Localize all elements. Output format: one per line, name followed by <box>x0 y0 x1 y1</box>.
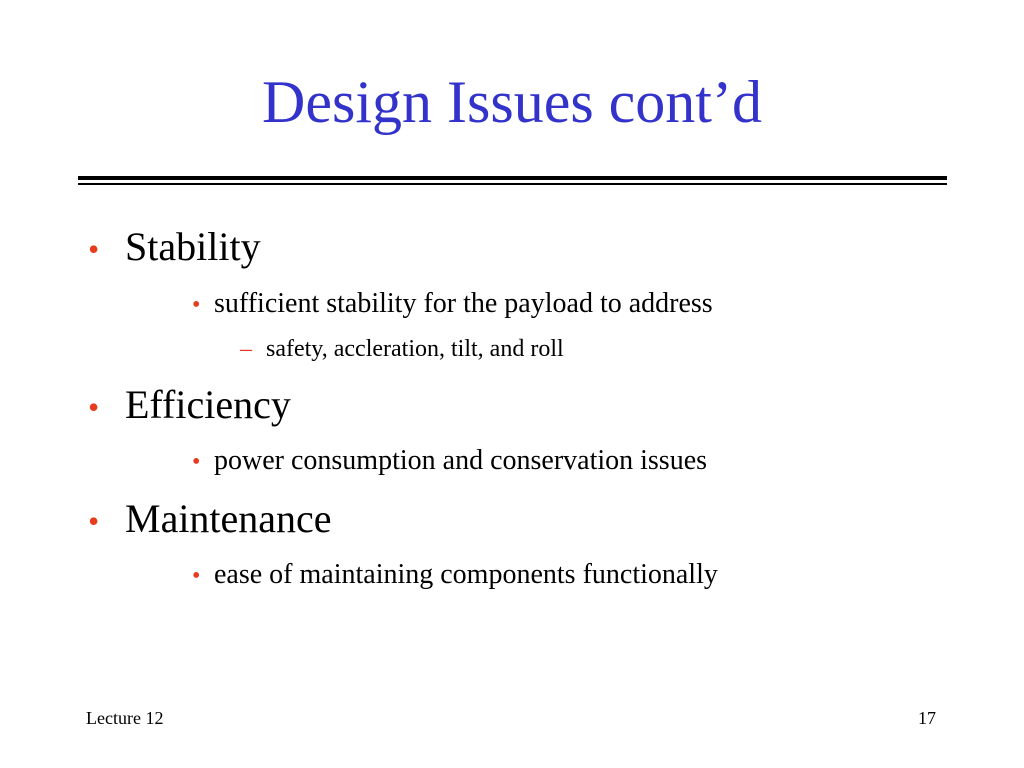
sub-bullet-stability-1 <box>192 286 713 323</box>
bullet-text: Stability <box>125 224 261 269</box>
bullet-efficiency <box>88 380 291 432</box>
bullet-icon: • <box>192 292 201 318</box>
sub-bullet-efficiency-1 <box>192 443 707 480</box>
slide-title: Design Issues cont’d <box>262 69 762 135</box>
bullet-icon: • <box>88 231 100 267</box>
dash-icon: – <box>240 336 252 362</box>
bullet-text: Maintenance <box>125 496 332 541</box>
sub-bullet-text: ease of maintaining components functionally <box>214 559 718 590</box>
sub-sub-bullet-text: safety, accleration, tilt, and roll <box>266 336 564 362</box>
bullet-icon: • <box>88 389 100 425</box>
bullet-icon: • <box>192 563 201 589</box>
bullet-icon: • <box>192 449 201 475</box>
bullet-stability <box>88 222 261 274</box>
slide-number: 17 <box>918 708 936 728</box>
sub-bullet-text: sufficient stability for the payload to address <box>214 288 713 319</box>
sub-sub-bullet-stability-1 <box>240 334 564 364</box>
sub-bullet-text: power consumption and conservation issues <box>214 445 708 476</box>
title-divider-thin <box>78 183 947 185</box>
sub-bullet-maintenance-1 <box>192 557 718 594</box>
bullet-maintenance <box>88 494 332 546</box>
bullet-icon: • <box>88 503 100 539</box>
footer-lecture-label: Lecture 12 <box>86 708 164 728</box>
title-divider-thick <box>78 176 947 180</box>
bullet-text: Efficiency <box>125 382 291 427</box>
